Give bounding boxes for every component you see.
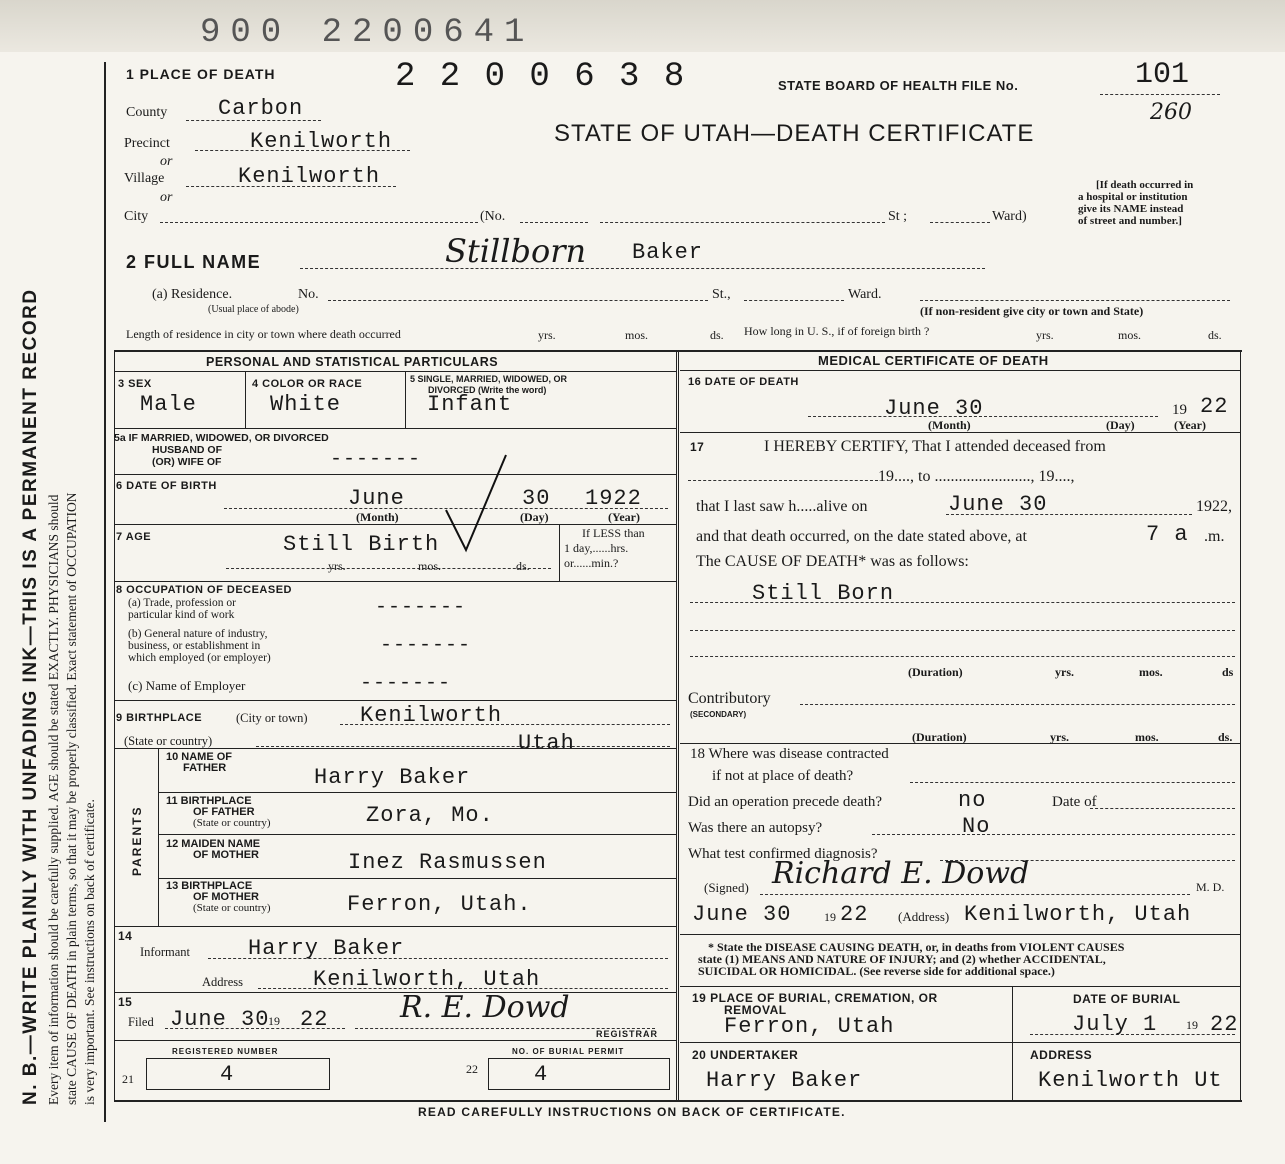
father-bp-label-1: 11 BIRTHPLACE	[166, 795, 252, 807]
registered-number-index: 21	[122, 1072, 134, 1086]
certify-from-to	[688, 468, 1074, 486]
length-yrs: yrs.	[538, 328, 556, 342]
duration-yrs: yrs.	[1055, 665, 1074, 679]
check-mark-icon	[436, 450, 516, 560]
industry-label	[128, 628, 271, 664]
occupation-label: 8 OCCUPATION OF DECEASED	[116, 584, 292, 596]
autopsy-value: No	[962, 814, 991, 839]
informant-value: Harry Baker	[248, 936, 405, 961]
city-ward-label: Ward)	[992, 209, 1027, 224]
death-year: 22	[1200, 394, 1229, 419]
certify-from-line: 19...., to ........................, 19....,	[878, 468, 1075, 485]
spouse-label-2: HUSBAND OF	[152, 444, 222, 456]
mother-birthplace-label	[166, 881, 271, 914]
employer-value: -------	[360, 672, 452, 695]
filed-year: 22	[300, 1007, 329, 1032]
hospital-note-1: [If death occurred in	[1096, 179, 1194, 191]
name-last: Baker	[632, 240, 704, 265]
industry-label-2: business, or establishment in	[128, 640, 261, 652]
filed-number: 15	[118, 995, 133, 1009]
physician-signature: Richard E. Dowd	[772, 856, 1030, 891]
instruction-line-2: state CAUSE OF DEATH in plain terms, so that it may be properly classified. Exact statement of OCCUPATION	[64, 492, 79, 1105]
registered-number: 4	[220, 1062, 235, 1087]
parents-label: PARENTS	[130, 805, 144, 876]
burial-permit-index: 22	[466, 1062, 478, 1076]
city-no-label: (No.	[480, 209, 506, 224]
cause-label: The CAUSE OF DEATH* was as follows:	[696, 553, 969, 570]
spouse-label-1: 5a IF MARRIED, WIDOWED, OR DIVORCED	[114, 432, 329, 444]
less-label-1: If LESS than	[582, 526, 645, 540]
trade-label-1: (a) Trade, profession or	[128, 597, 236, 609]
father-value: Harry Baker	[314, 765, 471, 790]
death-month-day: June 30	[884, 396, 984, 421]
trade-label-2: particular kind of work	[128, 609, 235, 621]
hospital-note-4: of street and number.]	[1078, 215, 1182, 227]
county-value: Carbon	[218, 96, 304, 121]
foreign-birth-label: How long in U. S., if of foreign birth ?	[744, 324, 930, 338]
undertaker-label: 20 UNDERTAKER	[692, 1048, 799, 1062]
foreign-yrs: yrs.	[1036, 328, 1054, 342]
footnote-line-3: SUICIDAL OR HOMICIDAL. (See reverse side for additional space.)	[698, 964, 1055, 978]
age-yrs: yrs.	[328, 559, 346, 573]
footnote-line-2: state (1) MEANS AND NATURE OF INJURY; and (2) whether ACCIDENTAL,	[698, 952, 1106, 966]
top-number: 900 2200641	[200, 14, 535, 52]
autopsy-label: Was there an autopsy?	[688, 820, 823, 836]
hospital-note-3: give its NAME instead	[1078, 203, 1184, 215]
last-saw-date: June 30	[948, 492, 1048, 517]
nonresident-label: (If non-resident give city or town and State)	[920, 304, 1144, 318]
trade-value: -------	[375, 596, 467, 619]
burial-date-label: DATE OF BURIAL	[1073, 992, 1181, 1006]
employer-label: (c) Name of Employer	[128, 678, 246, 693]
burial-permit-box	[488, 1058, 670, 1090]
file-number: 101	[1135, 58, 1190, 92]
operation-value: no	[958, 788, 987, 813]
informant-number: 14	[118, 929, 133, 943]
spouse-value: -------	[330, 448, 422, 471]
dob-day: 30	[522, 486, 551, 511]
color-label: 4 COLOR OR RACE	[252, 378, 363, 390]
md-label: M. D.	[1196, 880, 1225, 894]
industry-label-1: (b) General nature of industry,	[128, 628, 268, 640]
village-label: Village	[124, 171, 165, 186]
burial-place-label-1: 19 PLACE OF BURIAL, CREMATION, OR	[692, 991, 938, 1005]
mother-bp-label-3: (State or country)	[193, 902, 271, 914]
certificate-number: 2 2 0 0 6 3 8	[395, 58, 687, 96]
duration-ds: ds	[1222, 665, 1234, 679]
signed-19: 19	[824, 910, 836, 924]
informant-address: Kenilworth, Utah	[313, 967, 541, 992]
certify-text: I HEREBY CERTIFY, That I attended deceased from	[764, 438, 1106, 455]
residence-no-label: No.	[298, 287, 319, 302]
cause-value: Still Born	[752, 581, 895, 606]
dob-year-caption: (Year)	[608, 510, 640, 524]
contracted-label-2: if not at place of death?	[712, 768, 854, 784]
mother-label-1: 12 MAIDEN NAME	[166, 838, 261, 850]
length-of-residence-label: Length of residence in city or town where death occurred	[126, 327, 401, 341]
duration-ds-2: ds.	[1218, 730, 1233, 744]
usual-abode-label: (Usual place of abode)	[208, 304, 299, 315]
death-day-caption: (Day)	[1106, 418, 1135, 432]
birthplace-state-caption: (State or country)	[124, 734, 213, 748]
length-mos: mos.	[625, 328, 649, 342]
registrar-signature: R. E. Dowd	[400, 990, 570, 1025]
operation-label: Did an operation precede death?	[688, 794, 883, 810]
mother-bp-label-2: OF MOTHER	[193, 891, 259, 903]
father-label	[166, 752, 232, 774]
burial-place-label	[692, 992, 938, 1016]
undertaker-address: Kenilworth Ut	[1038, 1068, 1223, 1093]
place-of-death-label: 1 PLACE OF DEATH	[126, 66, 276, 82]
duration-label-2: (Duration)	[912, 730, 967, 744]
age-ds: ds.	[516, 559, 530, 573]
undertaker-address-label: ADDRESS	[1030, 1048, 1093, 1062]
burial-permit-label: NO. OF BURIAL PERMIT	[512, 1047, 625, 1056]
dob-day-caption: (Day)	[520, 510, 549, 524]
cause-footnote	[698, 941, 1124, 977]
full-name-label: 2 FULL NAME	[126, 252, 262, 272]
sex-label: 3 SEX	[118, 378, 152, 390]
medical-header: MEDICAL CERTIFICATE OF DEATH	[818, 353, 1049, 368]
age-mos: mos.	[418, 559, 442, 573]
secondary-label: (SECONDARY)	[690, 710, 747, 719]
last-saw-year: 1922,	[1196, 498, 1232, 515]
father-birthplace: Zora, Mo.	[366, 803, 494, 828]
spouse-label	[114, 432, 329, 468]
instruction-line-1: Every item of information should be carefully supplied. AGE should be stated EXACTLY. PHYSICIANS should	[46, 494, 61, 1105]
marital-value: Infant	[427, 392, 513, 417]
dob-month-caption: (Month)	[356, 510, 399, 524]
city-st-label: St ;	[888, 209, 908, 224]
father-bp-label-2: OF FATHER	[193, 806, 255, 818]
precinct-value: Kenilworth	[250, 129, 393, 154]
death-month-caption: (Month)	[928, 418, 971, 432]
age-value: Still Birth	[283, 532, 440, 557]
signed-year: 22	[840, 902, 869, 927]
birthplace-label: 9 BIRTHPLACE	[116, 712, 203, 724]
registered-number-box	[146, 1058, 330, 1090]
name-first: Stillborn	[445, 232, 587, 270]
residence-ward-label: Ward.	[848, 287, 882, 302]
mother-label	[166, 839, 260, 861]
mother-bp-label-1: 13 BIRTHPLACE	[166, 880, 253, 892]
file-number-2: 260	[1150, 100, 1192, 125]
dob-year: 1922	[585, 486, 642, 511]
informant-label: Informant	[140, 945, 190, 959]
file-number-label: STATE BOARD OF HEALTH FILE No.	[778, 78, 1019, 93]
hospital-note-2: a hospital or institution	[1078, 191, 1188, 203]
city-label: City	[124, 209, 149, 224]
footer-instructions: READ CAREFULLY INSTRUCTIONS ON BACK OF CERTIFICATE.	[418, 1105, 846, 1119]
foreign-mos: mos.	[1118, 328, 1142, 342]
father-birthplace-label	[166, 796, 271, 829]
signed-label: (Signed)	[704, 880, 749, 895]
death-time: 7 a	[1146, 522, 1189, 547]
death-time-m: .m.	[1204, 528, 1225, 545]
birthplace-state: Utah	[518, 731, 575, 756]
father-label-2: FATHER	[183, 762, 227, 774]
marital-label-2: DIVORCED (Write the word)	[428, 385, 547, 395]
father-label-1: 10 NAME OF	[166, 751, 233, 763]
burial-19: 19	[1186, 1018, 1198, 1032]
duration-yrs-2: yrs.	[1050, 730, 1069, 744]
or-label-2: or	[160, 190, 173, 205]
county-label: County	[126, 105, 168, 120]
burial-year: 22	[1210, 1012, 1239, 1037]
registered-number-label: REGISTERED NUMBER	[172, 1047, 279, 1056]
precinct-label: Precinct	[124, 136, 170, 151]
mother-value: Inez Rasmussen	[348, 850, 547, 875]
last-saw-label: that I last saw h.....alive on	[696, 498, 868, 515]
sex-value: Male	[140, 392, 197, 417]
dob-month: June	[348, 486, 405, 511]
certificate-title: STATE OF UTAH—DEATH CERTIFICATE	[554, 120, 1035, 147]
left-border	[104, 62, 106, 1122]
mother-birthplace: Ferron, Utah.	[347, 892, 532, 917]
undertaker-value: Harry Baker	[706, 1068, 863, 1093]
birthplace-city: Kenilworth	[360, 703, 503, 728]
physician-address: Kenilworth, Utah	[964, 902, 1192, 927]
personal-header: PERSONAL AND STATISTICAL PARTICULARS	[206, 355, 499, 369]
duration-label: (Duration)	[908, 665, 963, 679]
burial-date: July 1	[1072, 1012, 1158, 1037]
foreign-ds: ds.	[1208, 328, 1222, 342]
industry-value: -------	[380, 634, 472, 657]
informant-address-label: Address	[202, 975, 243, 989]
length-ds: ds.	[710, 328, 724, 342]
less-label-3: or......min.?	[564, 556, 619, 570]
permanent-record-note: N. B.—WRITE PLAINLY WITH UNFADING INK—THIS IS A PERMANENT RECORD	[20, 288, 41, 1105]
death-year-caption: (Year)	[1174, 418, 1206, 432]
residence-st-label: St.,	[712, 287, 731, 302]
burial-place: Ferron, Utah	[724, 1014, 895, 1039]
residence-label: (a) Residence.	[152, 287, 233, 302]
filed-19: 19	[268, 1014, 280, 1028]
burial-place-label-2: REMOVAL	[724, 1003, 787, 1017]
less-label-2: 1 day,......hrs.	[564, 541, 629, 555]
operation-date-label: Date of	[1052, 794, 1097, 810]
contracted-label-1: 18 Where was disease contracted	[690, 746, 889, 762]
center-divider	[676, 350, 679, 1100]
date-of-death-label: 16 DATE OF DEATH	[688, 376, 799, 388]
age-label: 7 AGE	[116, 531, 152, 543]
signed-date: June 30	[692, 902, 792, 927]
color-value: White	[270, 392, 342, 417]
instruction-line-3: is very important. See instructions on back of certificate.	[82, 799, 97, 1105]
filed-label: Filed	[128, 1015, 154, 1029]
registrar-label: REGISTRAR	[596, 1029, 659, 1039]
trade-label	[128, 597, 236, 621]
hospital-note	[1078, 179, 1193, 227]
filed-date: June 30	[170, 1007, 270, 1032]
or-label-1: or	[160, 154, 173, 169]
death-19: 19	[1172, 402, 1187, 418]
top-strip	[0, 0, 1285, 52]
father-bp-label-3: (State or country)	[193, 817, 271, 829]
burial-permit-number: 4	[534, 1062, 549, 1087]
mother-label-2: OF MOTHER	[193, 849, 259, 861]
footnote-line-1: * State the DISEASE CAUSING DEATH, or, in deaths from VIOLENT CAUSES	[708, 940, 1125, 954]
sidebar-instructions	[8, 60, 100, 1160]
death-occurred-label: and that death occurred, on the date stated above, at	[696, 528, 1027, 545]
dob-label: 6 DATE OF BIRTH	[116, 480, 217, 492]
birthplace-city-caption: (City or town)	[236, 711, 308, 725]
contributory-label: Contributory	[688, 690, 771, 707]
less-than-label	[564, 526, 645, 571]
certify-number: 17	[690, 440, 705, 454]
grid-bottom	[114, 1100, 1242, 1102]
duration-mos: mos.	[1139, 665, 1163, 679]
spouse-label-3: (OR) WIFE OF	[152, 456, 222, 468]
village-value: Kenilworth	[238, 164, 381, 189]
test-label: What test confirmed diagnosis?	[688, 846, 878, 862]
industry-label-3: which employed (or employer)	[128, 652, 271, 664]
marital-label-1: 5 SINGLE, MARRIED, WIDOWED, OR	[410, 374, 568, 384]
duration-mos-2: mos.	[1135, 730, 1159, 744]
physician-address-label: (Address)	[898, 909, 950, 924]
